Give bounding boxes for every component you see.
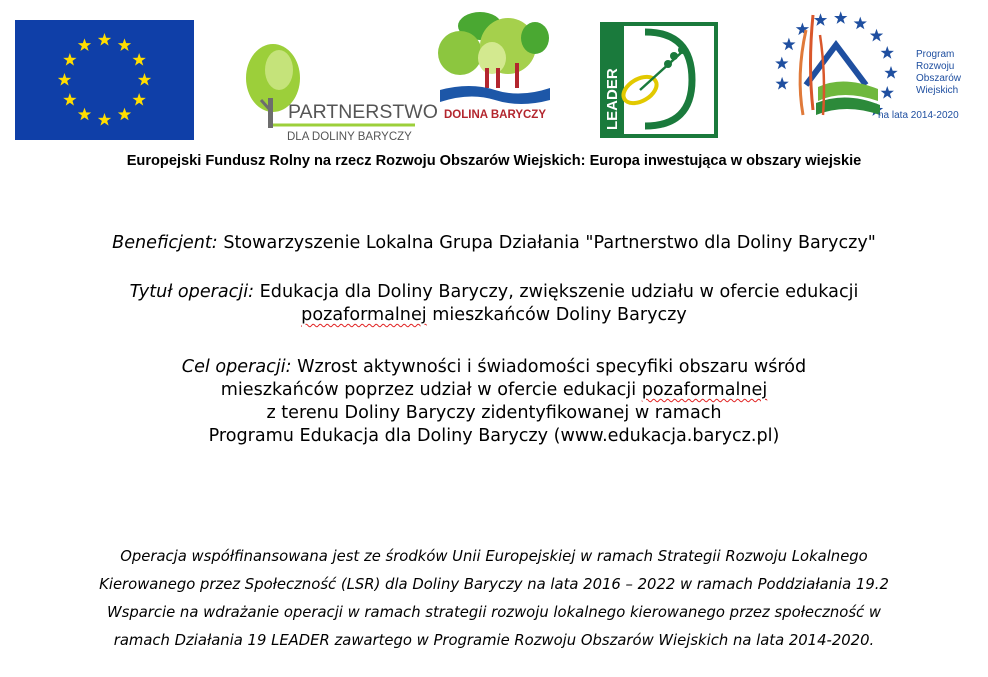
- eu-flag-logo: [15, 20, 194, 140]
- prow-star-icon: [775, 77, 788, 90]
- prow-line4: Wiejskich: [916, 85, 959, 96]
- cel-text-line1: Wzrost aktywności i świadomości specyfiki obszaru wśród: [297, 357, 807, 377]
- beneficjent-value: Stowarzyszenie Lokalna Grupa Działania "Partnerstwo dla Doliny Baryczy": [223, 233, 876, 253]
- prow-star-icon: [881, 86, 894, 99]
- footer-line3: Wsparcie na wdrażanie operacji w ramach strategii rozwoju lokalnego kierowanego przez społeczność w: [107, 604, 881, 621]
- footer-line1: Operacja współfinansowana jest ze środków Unii Europejskiej w ramach Strategii Rozwoju Lokalnego: [120, 548, 868, 565]
- partnerstwo-logo: [243, 40, 438, 145]
- logo-bar: [0, 0, 988, 150]
- tytul-text-line1: Edukacja dla Doliny Baryczy, zwiększenie udziału w ofercie edukacji: [259, 282, 859, 302]
- tytul-line1: [0, 281, 988, 304]
- dolina-baryczy-logo: [430, 8, 560, 124]
- prow-star-icon: [884, 66, 897, 79]
- partnerstwo-line2: DLA DOLINY BARYCZY: [287, 131, 412, 143]
- prow-line2: Rozwoju: [916, 61, 955, 72]
- cel-line2: [0, 379, 988, 402]
- prow-star-icon: [870, 29, 883, 42]
- footer-line2: Kierowanego przez Społeczność (LSR) dla Doliny Baryczy na lata 2016 – 2022 w ramach Poddziałania 19.2: [99, 576, 889, 593]
- fund-line: Europejski Fundusz Rolny na rzecz Rozwoju Obszarów Wiejskich: Europa inwestująca w obszary wiejskie: [126, 153, 862, 169]
- prow-star-icon: [814, 13, 827, 26]
- prow-star-icon: [775, 57, 788, 70]
- prow-star-icon: [881, 46, 894, 59]
- prow-line3: Obszarów: [916, 73, 962, 84]
- prow-logo: [768, 5, 973, 135]
- prow-star-icon: [854, 17, 867, 30]
- prow-line5: na lata 2014-2020: [878, 110, 959, 121]
- cel-line1: [0, 356, 988, 379]
- cel-text-line4: Programu Edukacja dla Doliny Baryczy (www.edukacja.barycz.pl): [208, 425, 780, 446]
- prow-line1: Program: [916, 49, 955, 60]
- footer-note: [0, 543, 988, 655]
- partnerstwo-line1: PARTNERSTWO: [288, 101, 438, 123]
- tytul-spell-word: pozaformalnej: [301, 304, 427, 325]
- tytul-line2: [0, 304, 988, 327]
- cel-text-line3: z terenu Doliny Baryczy zidentyfikowanej w ramach: [266, 402, 722, 423]
- cel-spell-word: pozaformalnej: [641, 379, 768, 400]
- cel-text-line2: mieszkańców poprzez udział w ofercie edukacji: [220, 379, 637, 400]
- cel-block: [0, 356, 988, 447]
- beneficjent-label: Beneficjent:: [112, 233, 218, 253]
- tytul-block: [0, 281, 988, 327]
- cel-label: Cel operacji:: [181, 357, 292, 377]
- leader-text: LEADER: [604, 68, 621, 130]
- dolina-text: DOLINA BARYCZY: [443, 109, 547, 121]
- tytul-text-line2: mieszkańców Doliny Baryczy: [432, 304, 687, 325]
- prow-star-icon: [782, 38, 795, 51]
- prow-star-icon: [834, 11, 847, 24]
- tytul-label: Tytuł operacji:: [129, 282, 255, 302]
- prow-star-icon: [796, 22, 809, 35]
- beneficjent-block: [0, 232, 988, 255]
- footer-line4: ramach Działania 19 LEADER zawartego w Programie Rozwoju Obszarów Wiejskich na lata 2014-2020.: [113, 632, 875, 649]
- leader-logo: [600, 22, 718, 138]
